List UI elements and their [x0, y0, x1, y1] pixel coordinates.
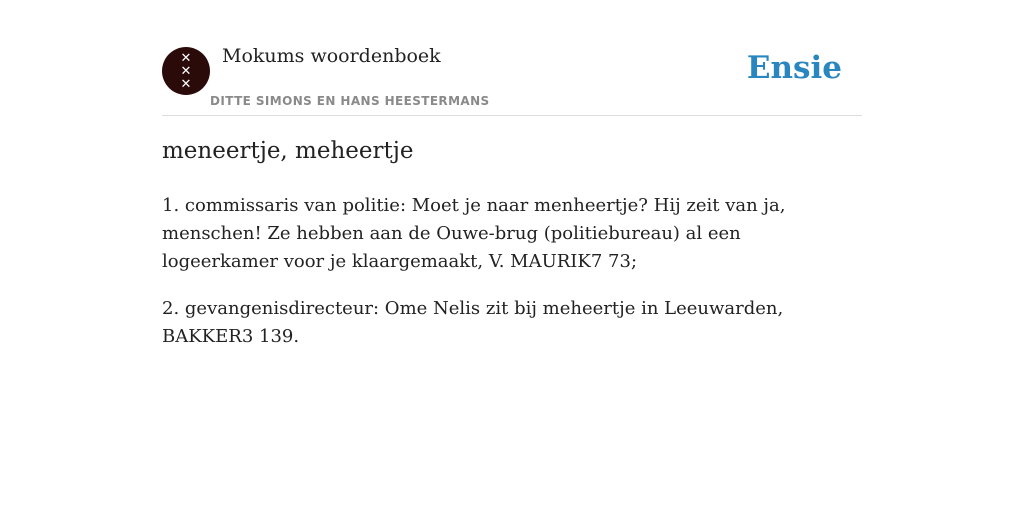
definition-item: 1. commissaris van politie: Moet je naar menheertje? Hij zeit van ja, menschen! Ze hebben aan de Ouwe-brug (politiebureau) al een logeerkamer voor je klaargemaakt, V. MAURIK7 73;: [162, 195, 786, 272]
cross-icon: ✕: [180, 76, 192, 92]
dictionary-authors: DITTE SIMONS EN HANS HEESTERMANS: [210, 94, 490, 108]
ensie-brand-link[interactable]: Ensie: [746, 50, 842, 86]
cross-icon: ✕: [180, 63, 192, 79]
definition-item: 2. gevangenisdirecteur: Ome Nelis zit bij meheertje in Leeuwarden, BAKKER3 139.: [162, 298, 784, 347]
page: [162, 0, 862, 347]
dictionary-name-link[interactable]: Mokums woordenboek: [222, 45, 441, 67]
entry-headword: meneertje, meheertje: [162, 138, 414, 164]
cross-icon: ✕: [180, 50, 192, 66]
dictionary-header: [162, 0, 862, 116]
amsterdam-crosses-logo[interactable]: [162, 47, 210, 95]
